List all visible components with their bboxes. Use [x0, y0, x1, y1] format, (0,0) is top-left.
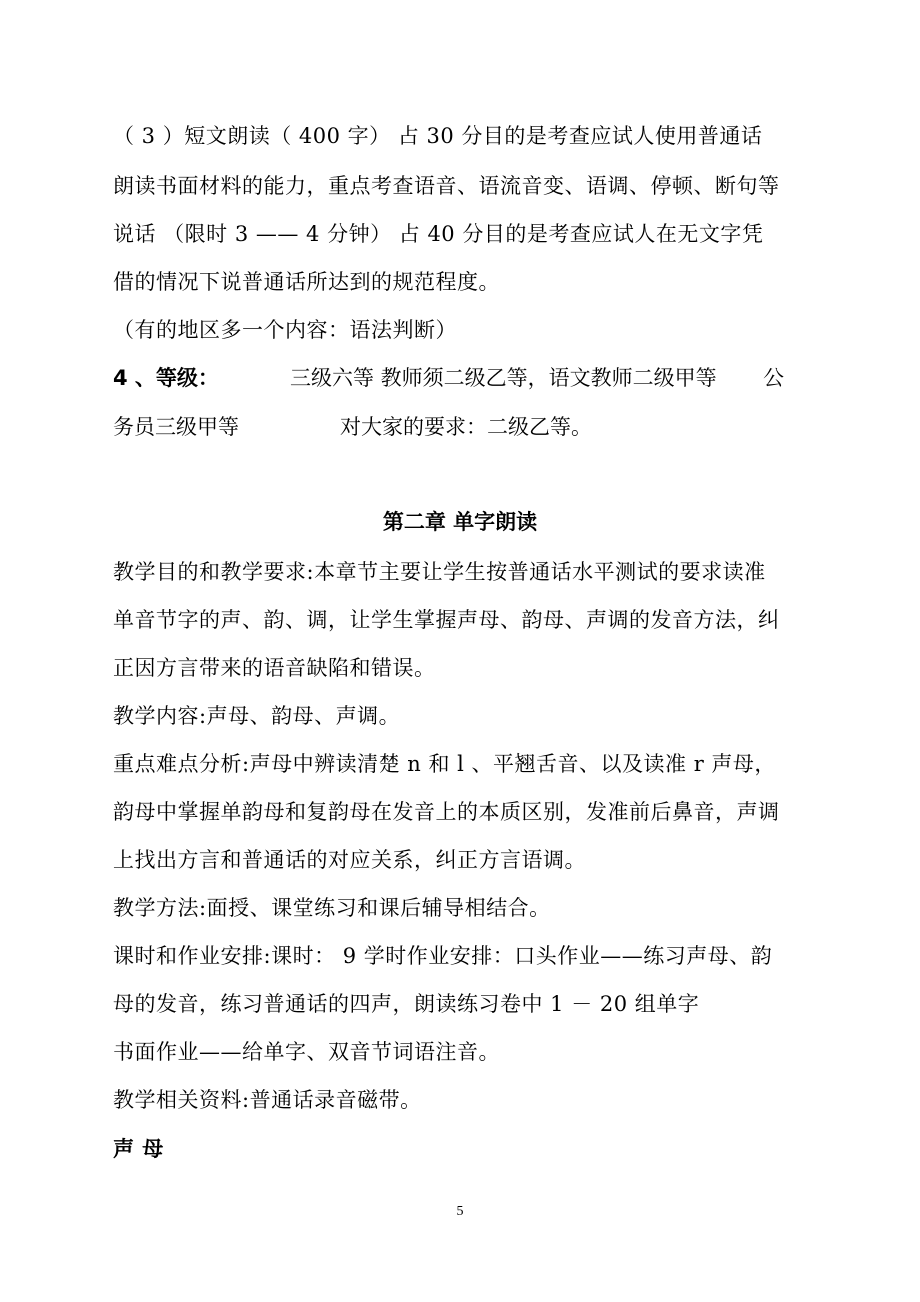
grade-requirement: 对大家的要求：二级乙等。 [340, 415, 592, 439]
paragraph-line: 教学目的和教学要求:本章节主要让学生按普通话水平测试的要求读准 [113, 560, 766, 584]
paragraph-line: 说话 （限时 3 —— 4 分钟） 占 40 分目的是考查应试人在无文字凭 [113, 222, 764, 246]
grade-text: 公 [763, 366, 784, 390]
paragraph-line: （ 3 ）短文朗读（ 400 字） 占 30 分目的是考查应试人使用普通话 [113, 124, 763, 148]
paragraph-line: 借的情况下说普通话所达到的规范程度。 [113, 270, 500, 294]
paragraph-line: 教学方法:面授、课堂练习和课后辅导相结合。 [113, 896, 551, 920]
chapter-title: 第二章 单字朗读 [382, 510, 538, 534]
paragraph-line: 正因方言带来的语音缺陷和错误。 [113, 656, 436, 680]
paragraph-line: 上找出方言和普通话的对应关系，纠正方言语调。 [113, 848, 586, 872]
paragraph-line: 书面作业——给单字、双音节词语注音。 [113, 1040, 500, 1064]
paragraph-line: 母的发音，练习普通话的四声，朗读练习卷中 1 － 20 组单字 [113, 992, 700, 1016]
grade-label: 4 、等级： [113, 366, 219, 390]
paragraph-line: 韵母中掌握单韵母和复韵母在发音上的本质区别，发准前后鼻音，声调 [113, 800, 780, 824]
paragraph-line: 课时和作业安排:课时： 9 学时作业安排：口头作业——练习声母、韵 [113, 944, 773, 968]
paragraph-line: 重点难点分析:声母中辨读清楚 n 和 l 、平翘舌音、以及读准 r 声母， [113, 752, 776, 776]
paragraph-line: 朗读书面材料的能力，重点考查语音、语流音变、语调、停顿、断句等 [113, 174, 780, 198]
page-number: 5 [456, 1204, 464, 1219]
paragraph-line: （有的地区多一个内容：语法判断） [113, 318, 457, 342]
paragraph-line: 单音节字的声、韵、调，让学生掌握声母、韵母、声调的发音方法，纠 [113, 608, 780, 632]
paragraph-line: 教学内容:声母、韵母、声调。 [113, 704, 401, 728]
grade-text: 务员三级甲等 [113, 415, 239, 439]
grade-text: 三级六等 教师须二级乙等，语文教师二级甲等 [290, 366, 717, 390]
paragraph-line: 教学相关资料:普通话录音磁带。 [113, 1088, 422, 1112]
section-title: 声 母 [113, 1137, 164, 1161]
